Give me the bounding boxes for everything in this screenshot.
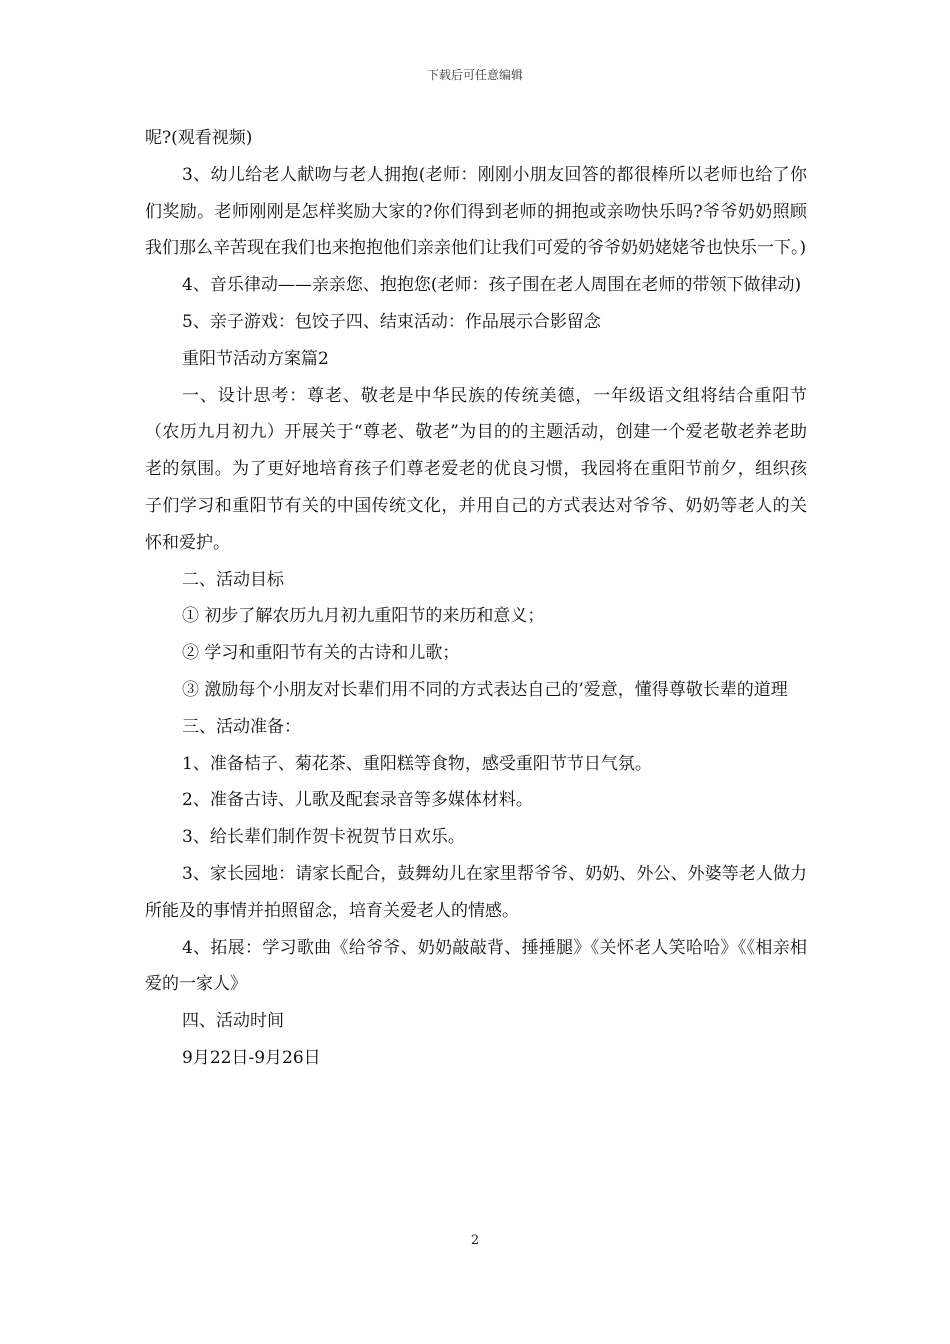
- heading-preparation: 三、活动准备：: [182, 716, 301, 737]
- goal-item-1: ① 初步了解农历九月初九重阳节的来历和意义；: [182, 606, 545, 627]
- prep-item-extension: 4、拓展：学习歌曲《给爷爷、奶奶敲敲背、捶捶腿》《关怀老人笑哈哈》《《相亲相爱的一家人》: [145, 937, 807, 995]
- section-title: 重阳节活动方案篇2: [182, 348, 329, 369]
- page-number: 2: [470, 1233, 480, 1248]
- heading-time: 四、活动时间: [182, 1011, 284, 1032]
- paragraph-design-thinking: 一、设计思考：尊老、敬老是中华民族的传统美德，一年级语文组将结合重阳节（农历九月初九）开展关于“尊老、敬老”为目的的主题活动，创建一个爱老敬老养老助老的氛围。为了更好地培育孩子们尊老爱老的优良习惯，我园将在重阳节前夕，组织孩子们学习和重阳节有关的中国传统文化，并用自己的方式表达对爷爷、奶奶等老人的关怀和爱护。: [145, 385, 807, 553]
- heading-goals: 二、活动目标: [182, 569, 284, 590]
- paragraph-4: 5、亲子游戏：包饺子四、结束活动：作品展示合影留念: [182, 311, 601, 332]
- paragraph-3: 4、音乐律动——亲亲您、抱抱您(老师：孩子围在老人周围在老师的带领下做律动): [182, 275, 802, 296]
- prep-item-1: 1、准备桔子、菊花茶、重阳糕等食物，感受重阳节节日气氛。: [182, 753, 652, 774]
- activity-dates: 9月22日-9月26日: [182, 1047, 321, 1068]
- goal-item-2: ② 学习和重阳节有关的古诗和儿歌；: [182, 643, 460, 664]
- paragraph-1: 呢?(观看视频): [145, 128, 253, 148]
- page-header: 下载后可任意编辑: [426, 68, 523, 82]
- goal-item-3: ③ 激励每个小朋友对长辈们用不同的方式表达自己的’爱意，懂得尊敬长辈的道理: [182, 679, 788, 700]
- prep-item-parents: 3、家长园地：请家长配合，鼓舞幼儿在家里帮爷爷、奶奶、外公、外婆等老人做力所能及的事情并拍照留念，培育关爱老人的情感。: [145, 863, 807, 921]
- prep-item-2: 2、准备古诗、儿歌及配套录音等多媒体材料。: [182, 790, 533, 811]
- prep-item-3: 3、给长辈们制作贺卡祝贺节日欢乐。: [182, 827, 465, 848]
- paragraph-2: 3、幼儿给老人献吻与老人拥抱(老师：刚刚小朋友回答的都很棒所以老师也给了你们奖励。老师刚刚是怎样奖励大家的?你们得到老师的拥抱或亲吻快乐吗?爷爷奶奶照顾我们那么辛苦现在我们也来抱抱他们亲亲他们让我们可爱的爷爷奶奶姥姥爷也快乐一下。): [145, 164, 807, 259]
- document-body: [145, 120, 807, 1077]
